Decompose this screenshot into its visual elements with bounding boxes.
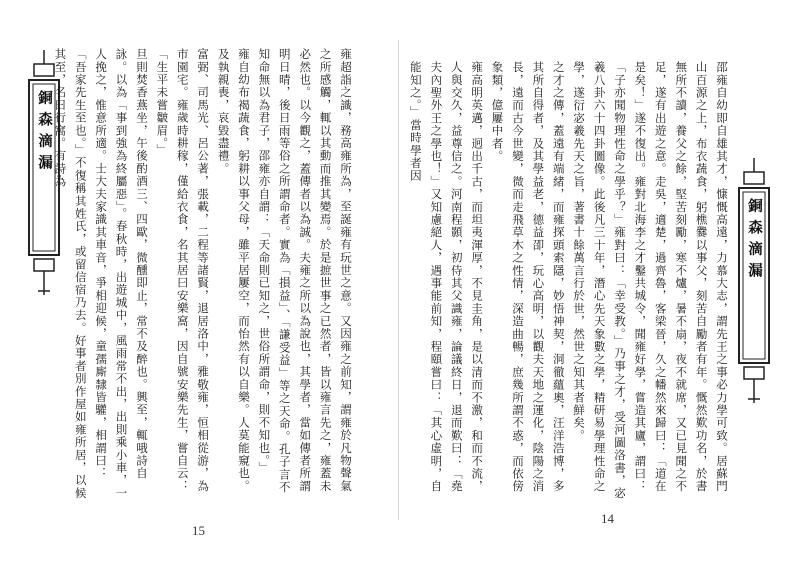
left-page-body-text: 雍超詣之識，務高雍所為，至誕雍有玩世之意。又因雍之前知，謂雍於凡物聲氣之所感觸，輒以其動而推其變焉。於是摭世事之已然者，皆以雍言先之，雍蓋未必然也。以今觀之，蓋傳者以為誠。夫雍之所以為說也，其學者，當如傳者所謂明日晴，後日雨等俗之所謂命者。實為「損益」、「謙受益」等之天命。孔子言不知命無以為君子，邵雍亦自謂：「天命則已知之，世俗所謂命，則不知也。」 雍自幼布褐蔬食，躬耕以事父母，雖平居屢空，而怡然有以自樂。人莫能窺也。及執親喪，哀毀盡禮。 富弼、司馬光、呂公著，張載，二程等諸賢，退居洛中，雅敬雍，恒相從游，為市園宅。雍歲時耕稼，僅給衣食，名其居曰安樂窩，因自號安樂先生，嘗自云：「生平未嘗皺眉。」 旦則焚香燕坐，午後酌酒三、四歐，微醺即止，常不及醉也。興至，輒哦詩自詠。以為「事到強為終屬惡」。春秋時，出遊城中，風雨常不出，出則乘小車，一人挽之，惟意所適。士大夫家識其車音，爭相迎候，童孺廝隸皆驩，相謂曰：「吾家先生至也。」不復稱其姓氏，或留信宿乃去。好事者別作屋如雍所居，以候其至，名曰行窩。有詩為 [53,48,353,500]
right-page [404,8,782,553]
column-title: 銅森滴漏 [36,90,52,176]
left-page [14,8,394,553]
left-page-number: 15 [192,523,205,538]
column-title: 銅森滴漏 [746,198,762,284]
page-gutter [398,40,399,520]
column-title-ornament [734,158,774,403]
right-page-body-text: 邵雍自幼即自雄其才，慷慨高遠，力慕大志，謂先王之事必力學可致。居蘇門山百源之上，布衣蔬食，躬樵爨以事父，刻苦自勵者有年。慨然歎功名，於書無所不讀，養父之餘，堅苦刻勵，寒不爐，暑不扇，夜不就席，又已見聞之不足，遂有出遊之意。走吳，適楚，過齊魯，客梁晉，久之幡然來歸曰：「道在是矣！」遂不復出。雍對北海李之才鑿共城令，聞雍好學，嘗造其廬，謂曰：「子亦聞物理性命之學乎？」雍對曰：「幸受教。」乃事之才，受河圖洛書，宓羲八卦六十四卦圖像。此後凡三十年，潛心先天象數之學，精研易學理性命之學，遂衍宓羲先天之旨，著書十餘萬言行於世，然世之知其者鮮矣。 之才之傳，蓋遠有端緒，而雍探頭索隱，妙悟神契，洞徹蘊奧，汪洋浩博，多其所自得者，及其學益老，德益卲，玩心高明，以觀夫天地之運化，陰陽之消長，遠而古今世變，微而走飛草木之性情，深造曲暢，庶幾所謂不惑，而依傍象類，億屢中者。 雍高明英邁，迥出千古，而坦夷渾厚，不見圭角，是以清而不激，和而不流，人與交久，益尊信之。河南程顥，初侍其父識雍，論議終日，退而歎曰：「堯夫內聖外王之學也！」又知慮絕人，遇事能前知，程頤嘗曰：「其心虛明，自能知之。」當時學者因 [408,61,729,500]
right-page-number: 14 [601,511,614,526]
